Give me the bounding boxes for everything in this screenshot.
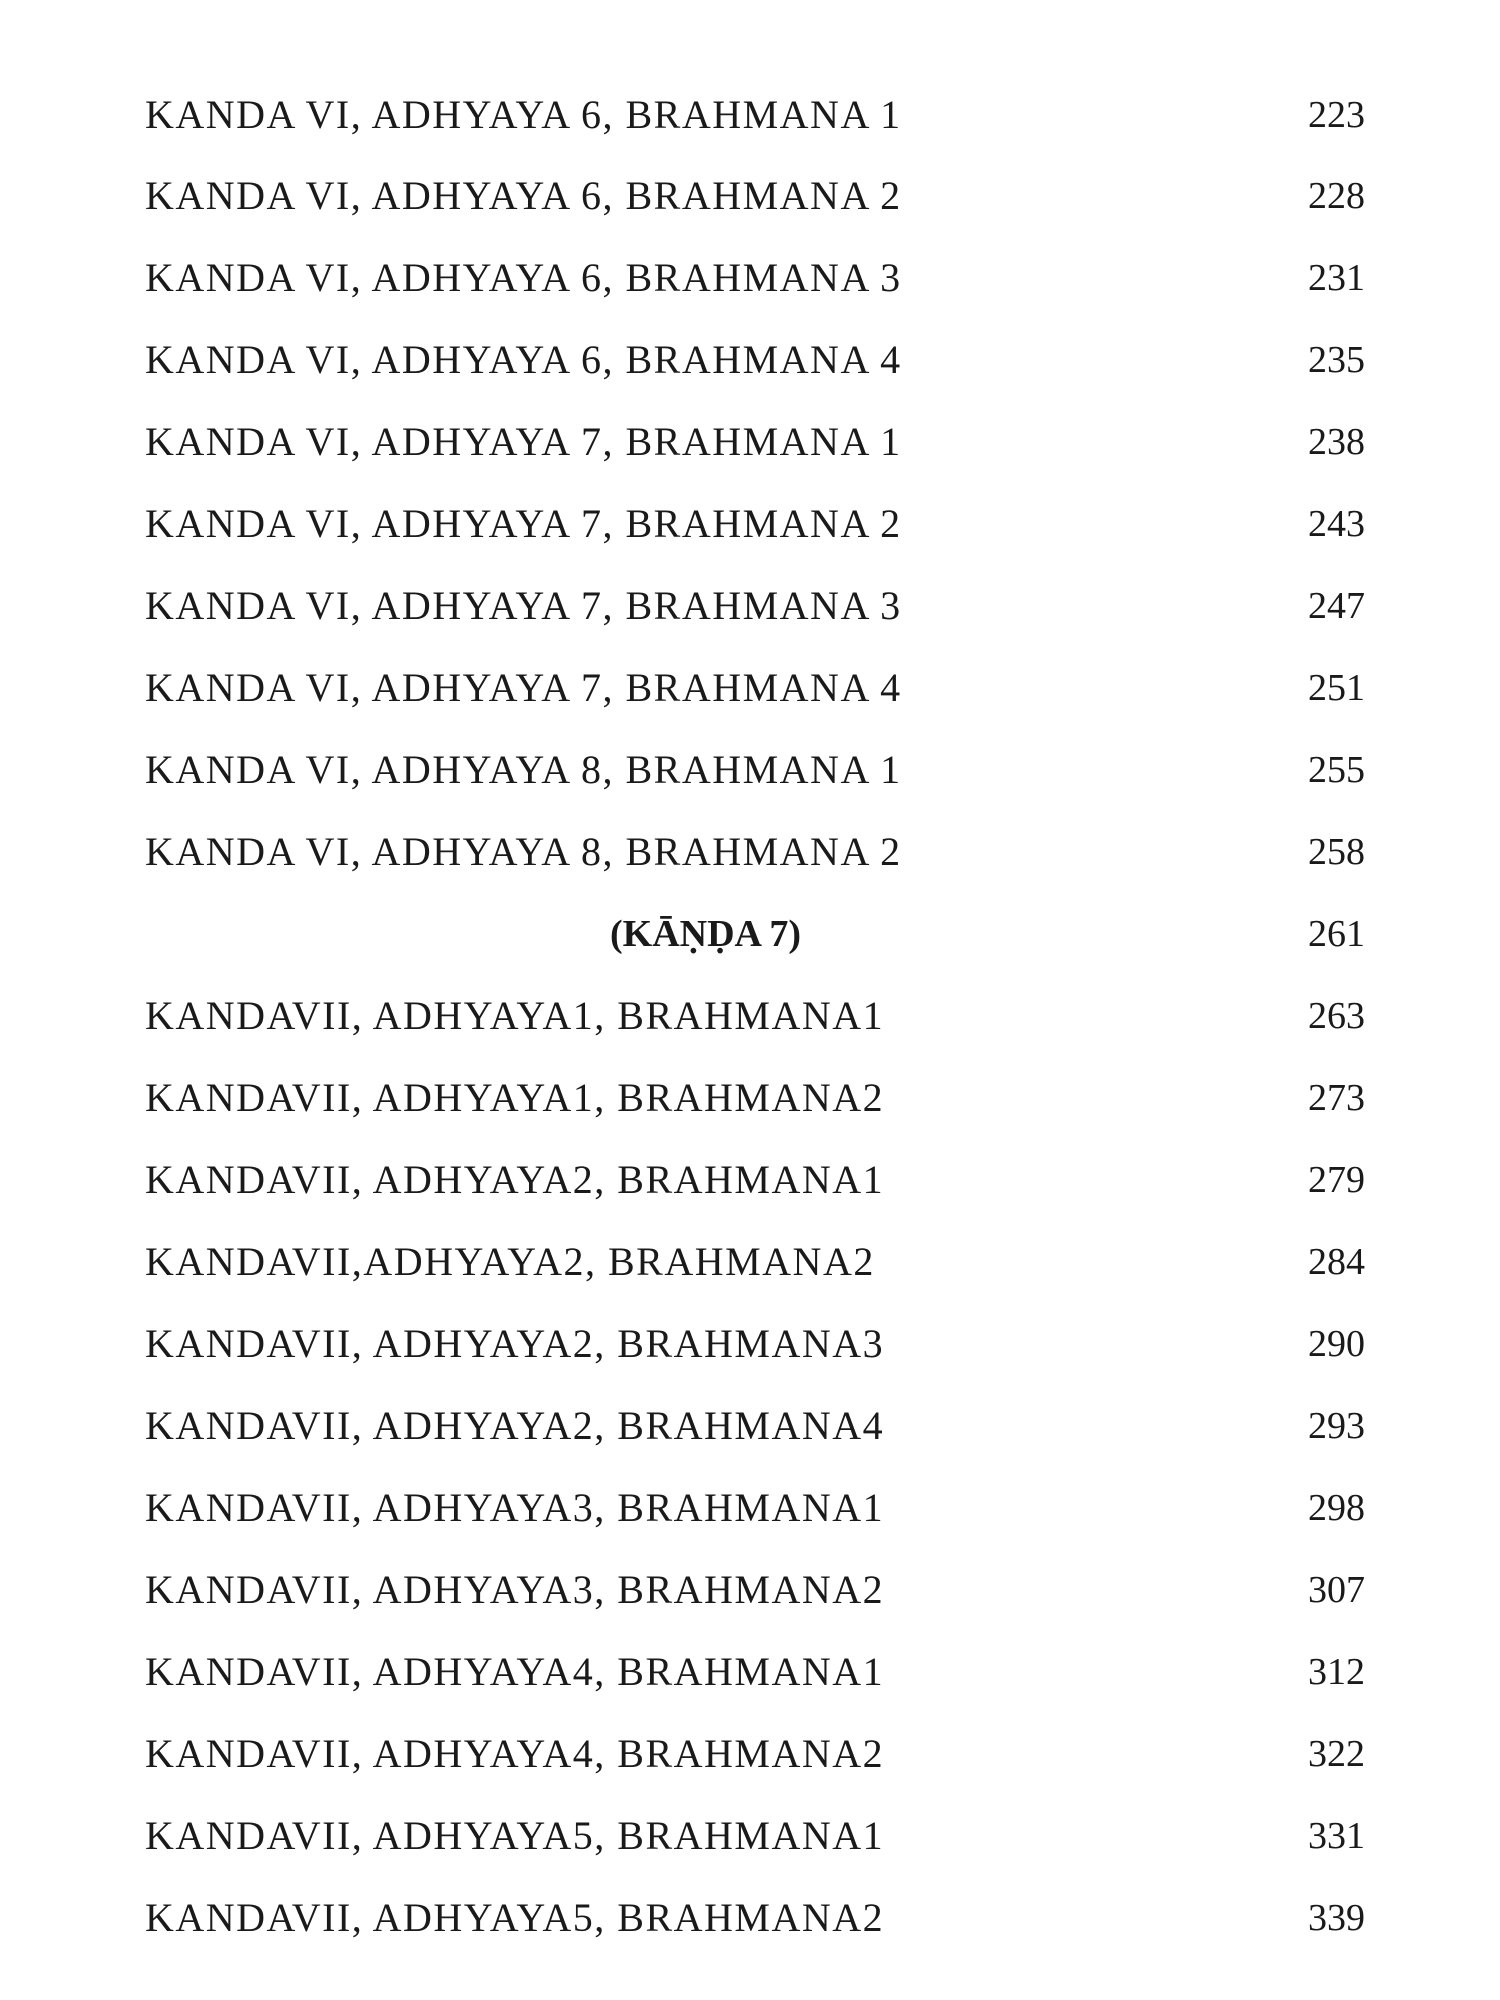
toc-entry <box>0 1478 1500 1538</box>
toc-entry <box>0 822 1500 882</box>
toc-entry-page: 263 <box>1308 995 1365 1037</box>
toc-entry-title: KANDAVII, ADHYAYA3, BRAHMANA2 <box>145 1567 885 1612</box>
toc-entry <box>0 1232 1500 1292</box>
toc-entry-page: 279 <box>1308 1159 1365 1201</box>
toc-entry-page: 331 <box>1308 1815 1365 1857</box>
toc-entry-page: 228 <box>1308 175 1365 217</box>
toc-entry-title: KANDAVII, ADHYAYA4, BRAHMANA2 <box>145 1731 885 1776</box>
toc-entry-page: 261 <box>1308 913 1365 955</box>
toc-entry-page: 284 <box>1308 1241 1365 1283</box>
toc-entry <box>0 658 1500 718</box>
toc-entry <box>0 248 1500 308</box>
toc-entry-title: KANDAVII, ADHYAYA4, BRAHMANA1 <box>145 1649 885 1694</box>
toc-entry-page: 238 <box>1308 421 1365 463</box>
toc-entry-page: 258 <box>1308 831 1365 873</box>
toc-entry <box>0 494 1500 554</box>
toc-entry-title: KANDA VI, ADHYAYA 8, BRAHMANA 1 <box>145 747 902 792</box>
toc-entry-title: KANDA VI, ADHYAYA 6, BRAHMANA 3 <box>145 255 902 300</box>
toc-entry-page: 235 <box>1308 339 1365 381</box>
toc-entry <box>0 330 1500 390</box>
toc-entry-title: KANDA VI, ADHYAYA 6, BRAHMANA 2 <box>145 173 902 218</box>
toc-entry-page: 293 <box>1308 1405 1365 1447</box>
toc-entry-title: KANDA VI, ADHYAYA 6, BRAHMANA 4 <box>145 337 902 382</box>
toc-entry-title: KANDA VI, ADHYAYA 7, BRAHMANA 4 <box>145 665 902 710</box>
toc-entry-page: 290 <box>1308 1323 1365 1365</box>
toc-section-heading <box>0 904 1500 964</box>
toc-entry <box>0 1396 1500 1456</box>
toc-entry-page: 255 <box>1308 749 1365 791</box>
toc-entry-title: KANDAVII, ADHYAYA1, BRAHMANA1 <box>145 993 885 1038</box>
toc-entry-title: KANDAVII, ADHYAYA5, BRAHMANA1 <box>145 1813 885 1858</box>
toc-entry-title: KANDA VI, ADHYAYA 7, BRAHMANA 1 <box>145 419 902 464</box>
toc-entry-title: KANDAVII, ADHYAYA2, BRAHMANA3 <box>145 1321 885 1366</box>
toc-entry-page: 251 <box>1308 667 1365 709</box>
toc-entry <box>0 1314 1500 1374</box>
toc-entry-title: KANDA VI, ADHYAYA 8, BRAHMANA 2 <box>145 829 902 874</box>
toc-entry-title: KANDAVII, ADHYAYA2, BRAHMANA1 <box>145 1157 885 1202</box>
toc-entry <box>0 1806 1500 1866</box>
toc-entry-title: KANDAVII, ADHYAYA1, BRAHMANA2 <box>145 1075 885 1120</box>
toc-entry-title: KANDA VI, ADHYAYA 6, BRAHMANA 1 <box>145 92 902 137</box>
toc-entry-page: 312 <box>1308 1651 1365 1693</box>
toc-entry <box>0 412 1500 472</box>
toc-entry <box>0 1888 1500 1948</box>
toc-entry-page: 307 <box>1308 1569 1365 1611</box>
toc-entry-page: 322 <box>1308 1733 1365 1775</box>
toc-entry-page: 231 <box>1308 257 1365 299</box>
toc-entry <box>0 1150 1500 1210</box>
toc-entry-title: KANDAVII, ADHYAYA3, BRAHMANA1 <box>145 1485 885 1530</box>
toc-entry <box>0 1068 1500 1128</box>
toc-entry-page: 339 <box>1308 1897 1365 1939</box>
toc-entry-title: KANDAVII, ADHYAYA5, BRAHMANA2 <box>145 1895 885 1940</box>
toc-entry-title: KANDAVII,ADHYAYA2, BRAHMANA2 <box>145 1239 875 1284</box>
toc-entry <box>0 85 1500 145</box>
toc-entry <box>0 986 1500 1046</box>
toc-entry-title: KANDAVII, ADHYAYA2, BRAHMANA4 <box>145 1403 885 1448</box>
toc-entry <box>0 1560 1500 1620</box>
toc-entry <box>0 1724 1500 1784</box>
toc-entry-title: KANDA VI, ADHYAYA 7, BRAHMANA 2 <box>145 501 902 546</box>
toc-entry <box>0 1642 1500 1702</box>
toc-entry <box>0 740 1500 800</box>
toc-entry-page: 273 <box>1308 1077 1365 1119</box>
section-heading-kanda-7: (KĀṆḌA 7) <box>610 913 802 955</box>
toc-entry <box>0 576 1500 636</box>
toc-entry-page: 223 <box>1308 94 1365 136</box>
toc-entry-page: 243 <box>1308 503 1365 545</box>
toc-entry-title: KANDA VI, ADHYAYA 7, BRAHMANA 3 <box>145 583 902 628</box>
toc-entry <box>0 166 1500 226</box>
toc-entry-page: 298 <box>1308 1487 1365 1529</box>
toc-entry-page: 247 <box>1308 585 1365 627</box>
